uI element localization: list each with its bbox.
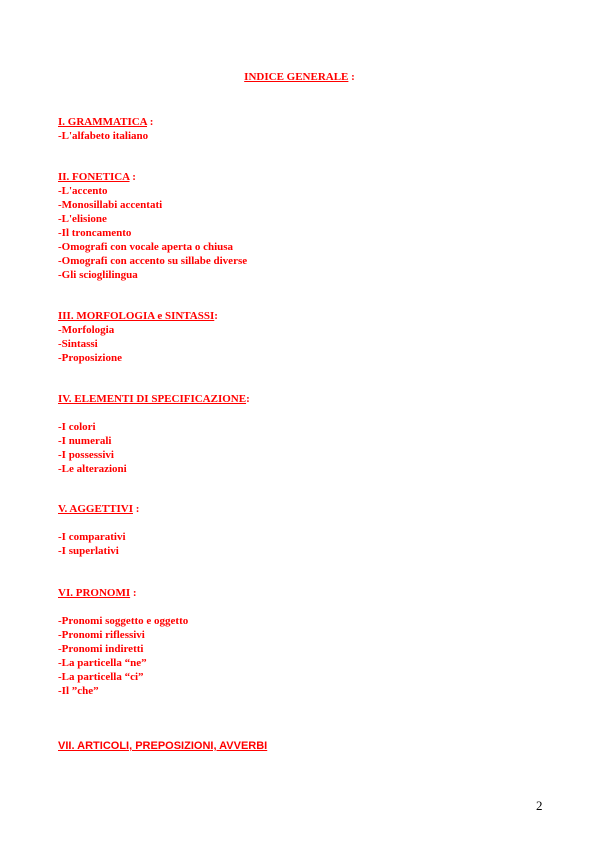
section-heading xyxy=(58,502,139,516)
list-item: -I possessivi xyxy=(58,449,114,461)
list-item: -Il ”che” xyxy=(58,685,99,697)
list-item: -I colori xyxy=(58,421,96,433)
heading-suffix: : xyxy=(214,310,218,322)
title-suffix: : xyxy=(348,71,355,83)
list-item: -I superlativi xyxy=(58,545,119,557)
heading-suffix: : xyxy=(133,503,140,515)
list-item: -Omografi con vocale aperta o chiusa xyxy=(58,241,234,253)
section-grammatica xyxy=(58,115,153,143)
heading-text: VII. ARTICOLI, PREPOSIZIONI, AVVERBI xyxy=(58,740,268,752)
heading-text: II. FONETICA xyxy=(58,171,130,183)
spacer xyxy=(58,600,188,614)
section-morfologia-sintassi xyxy=(58,309,218,365)
list-item: -I comparativi xyxy=(58,531,126,543)
section-heading xyxy=(58,115,153,129)
title-text: INDICE GENERALE xyxy=(244,71,349,83)
heading-text: V. AGGETTIVI xyxy=(58,503,133,515)
heading-suffix: : xyxy=(129,171,136,183)
list-item: -Pronomi indiretti xyxy=(58,643,144,655)
list-item: -La particella “ne” xyxy=(58,657,147,669)
list-item: -I numerali xyxy=(58,435,112,447)
list-item: -Monosillabi accentati xyxy=(58,199,163,211)
list-item: -L'elisione xyxy=(58,213,107,225)
section-heading xyxy=(58,170,247,184)
heading-text: VI. PRONOMI xyxy=(58,587,131,599)
section-heading xyxy=(58,739,267,753)
list-item: -Omografi con accento su sillabe diverse xyxy=(58,255,248,267)
list-item: -L'accento xyxy=(58,185,108,197)
list-item: -Pronomi riflessivi xyxy=(58,629,145,641)
list-item: -Morfologia xyxy=(58,324,115,336)
spacer xyxy=(58,516,139,530)
section-pronomi xyxy=(58,586,188,698)
list-item: -Sintassi xyxy=(58,338,98,350)
heading-text: IV. ELEMENTI DI SPECIFICAZIONE xyxy=(58,393,247,405)
heading-text: III. MORFOLOGIA e SINTASSI xyxy=(58,310,215,322)
page-title xyxy=(0,71,599,83)
list-item: -Gli scioglilingua xyxy=(58,269,138,281)
section-fonetica xyxy=(58,170,247,282)
section-heading xyxy=(58,392,250,406)
section-aggettivi xyxy=(58,502,139,558)
list-item: -Pronomi soggetto e oggetto xyxy=(58,615,189,627)
list-item: -Le alterazioni xyxy=(58,463,127,475)
heading-suffix: : xyxy=(147,116,154,128)
list-item: -Proposizione xyxy=(58,352,122,364)
page-number: 2 xyxy=(536,798,543,813)
section-articoli-preposizioni-avverbi xyxy=(58,739,267,753)
heading-text: I. GRAMMATICA xyxy=(58,116,148,128)
heading-suffix: : xyxy=(246,393,250,405)
heading-suffix: : xyxy=(130,587,137,599)
list-item: -L'alfabeto italiano xyxy=(58,130,149,142)
spacer xyxy=(58,406,250,420)
section-heading xyxy=(58,586,188,600)
section-heading xyxy=(58,309,218,323)
list-item: -La particella “ci” xyxy=(58,671,144,683)
section-elementi-specificazione xyxy=(58,392,250,476)
list-item: -Il troncamento xyxy=(58,227,132,239)
